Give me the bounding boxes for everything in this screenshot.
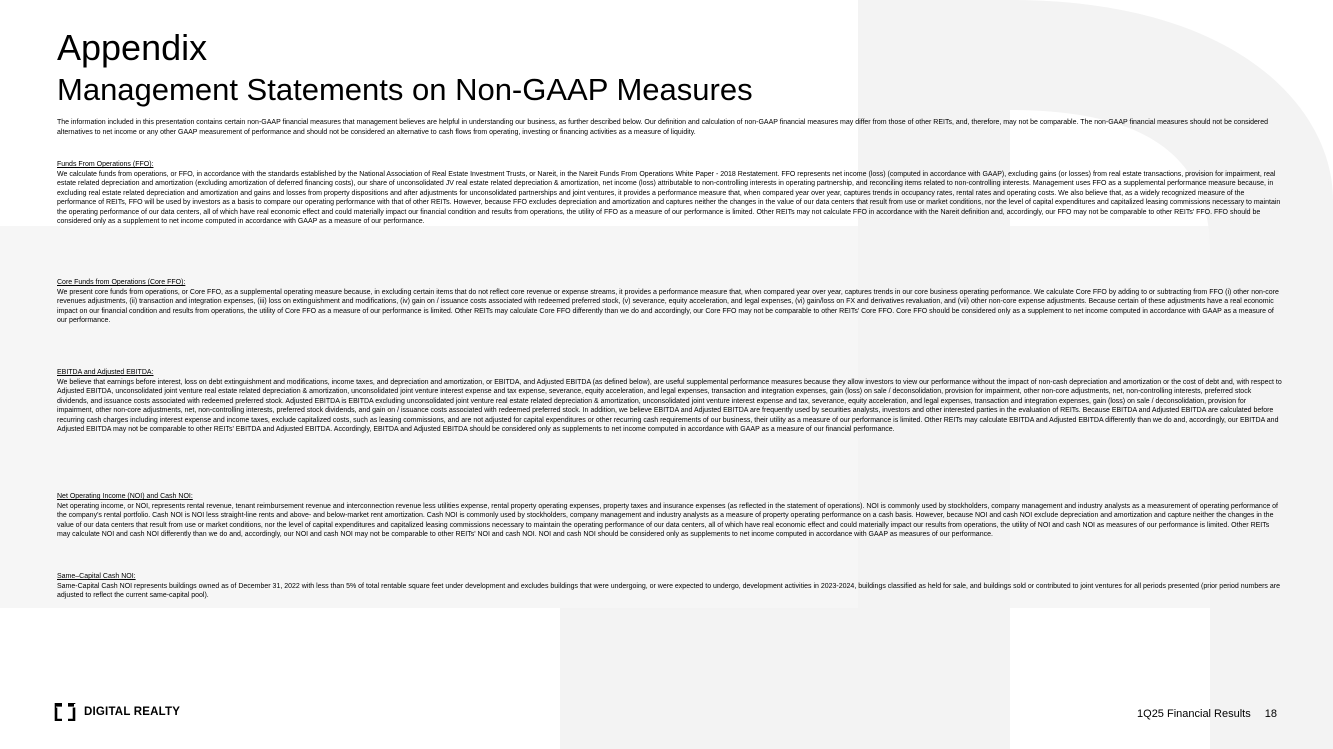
ffo-section — [57, 160, 1282, 227]
same-capital-section — [57, 572, 1282, 601]
section-heading — [57, 492, 1282, 502]
core-ffo-section — [57, 278, 1282, 326]
logo-wordmark: DIGITAL REALTY — [84, 706, 181, 718]
section-body: We believe that earnings before interest, loss on debt extinguishment and modifications, income taxes, and depreciation and amortization, or EBITDA, and Adjusted EBITDA (as defined below), are useful supplemental performance measures because they allow investors to view our performance without the impact of non-cash depreciation and amortization or the cost of debt and, with respect to Adjusted EBITDA, unconsolidated joint venture real estate related depreciation & amortization, unconsolidated joint venture interest expense and tax expense, severance, equity acceleration, and legal expenses, transaction and integration expenses, gain (loss) on sale / deconsolidation, provision for impairment, other non-core adjustments, net, non-controlling interests, preferred stock dividends, and issuance costs associated with redeemed preferred stock. Adjusted EBITDA is EBITDA excluding unconsolidated joint venture real estate related depreciation & amortization, unconsolidated joint venture interest expense and tax, severance, equity acceleration, and legal expenses, transaction and integration expenses, gain (loss) on sale / deconsolidation, provision for impairment, other non-core adjustments, net, non-controlling interests, preferred stock dividends, and gain on / issuance costs associated with redeemed preferred stock. In addition, we believe EBITDA and Adjusted EBITDA are frequently used by securities analysts, investors and other interested parties in the evaluation of REITs. Because EBITDA and Adjusted EBITDA are calculated before recurring cash charges including interest expense and income taxes, exclude capitalized costs, such as leasing commissions, and are not adjusted for capital expenditures or other recurring cash requirements of our business, their utility as a measure of our performance is limited. Other REITs may calculate EBITDA and Adjusted EBITDA differently than we do and, accordingly, our EBITDA and Adjusted EBITDA may not be comparable to other REITs' EBITDA and Adjusted EBITDA. Accordingly, EBITDA and Adjusted EBITDA should be considered only as supplements to net income computed in accordance with GAAP as a measure of our financial performance. — [57, 378, 1282, 433]
digital-realty-bracket-icon — [54, 703, 76, 721]
section-body: We calculate funds from operations, or FFO, in accordance with the standards established by the National Association of Real Estate Investment Trusts, or Nareit, in the Nareit Funds From Operations White Paper - 2018 Restatement. FFO represents net income (loss) (computed in accordance with GAAP), excluding gains (or losses) from real estate transactions, provision for impairment, real estate related depreciation and amortization (excluding amortization of deferred financing costs), our share of unconsolidated JV real estate related depreciation & amortization, net income (loss) attributable to non-controlling interests in operating partnership, and reconciling items related to non-controlling interests. Management uses FFO as a supplemental performance measure because, in excluding real estate related depreciation and amortization and gains and losses from property dispositions and after adjustments for unconsolidated partnerships and joint ventures, it provides a performance measure that, when compared year over year, captures trends in occupancy rates, rental rates and operating costs. We also believe that, as a widely recognized measure of the performance of REITs, FFO will be used by investors as a basis to compare our operating performance with that of other REITs. However, because FFO excludes depreciation and amortization and captures neither the changes in the value of our data centers that result from use or market conditions, nor the level of capital expenditures and capitalized leasing commissions necessary to maintain the operating performance of our data centers, all of which have real economic effect and could materially impact our financial condition and results from operations, the utility of FFO as a measure of our performance is limited. Other REITs may not calculate FFO in accordance with the Nareit definition and, accordingly, our FFO may not be comparable to other REITs' FFO. FFO should be considered only as a supplement to net income computed in accordance with GAAP as a measure of our performance. — [57, 170, 1281, 225]
footer-info — [1137, 708, 1277, 720]
page-subtitle: Management Statements on Non-GAAP Measures — [57, 72, 753, 107]
heading-text: Net Operating Income (NOI) and Cash NOI: — [57, 493, 193, 500]
section-heading — [57, 278, 1282, 288]
section-heading — [57, 368, 1282, 378]
heading-text: EBITDA and Adjusted EBITDA — [57, 369, 152, 376]
heading-text: Same–Capital Cash NOI: — [57, 573, 136, 580]
heading-suffix: : — [151, 369, 154, 376]
heading-text: Funds From Operations (FFO): — [57, 161, 154, 168]
section-body: Net operating income, or NOI, represents rental revenue, tenant reimbursement revenue and interconnection revenue less utilities expense, rental property operating expenses, property taxes and insurance expenses (as reflected in the statement of operations). NOI is commonly used by stockholders, company management and industry analysts as a measurement of operating performance of the company's rental portfolio. Cash NOI is NOI less straight-line rents and above- and below-market rent amortization. Cash NOI is commonly used by stockholders, company management and industry analysts as a measure of property operating performance on a cash basis. However, because NOI and cash NOI exclude depreciation and amortization and capture neither the changes in the value of our data centers that result from use or market conditions, nor the level of capital expenditures and capitalized leasing commissions necessary to maintain the operating performance of our data centers, all of which have real economic effect and could materially impact our results from operations, the utility of NOI and cash NOI as measures of our performance is limited. Other REITs may calculate NOI and cash NOI differently than we do and, accordingly, our NOI and cash NOI may not be comparable to other REITs' NOI and cash NOI. NOI and cash NOI should be considered only as supplements to net income computed in accordance with GAAP as measures of our performance. — [57, 502, 1278, 538]
heading-text: Core Funds from Operations (Core FFO): — [57, 279, 186, 286]
ebitda-section — [57, 368, 1282, 435]
company-logo — [54, 703, 180, 721]
report-label: 1Q25 Financial Results — [1137, 708, 1251, 720]
section-heading — [57, 572, 1282, 582]
section-body: Same-Capital Cash NOI represents buildings owned as of December 31, 2022 with less than 5% of total rentable square feet under development and excludes buildings that were undergoing, or were expected to undergo, development activities in 2023-2024, buildings classified as held for sale, and buildings sold or contributed to joint ventures for all periods presented (prior period numbers are adjusted to reflect the current same-capital pool). — [57, 582, 1280, 599]
section-heading — [57, 160, 1282, 170]
page-title: Appendix — [57, 27, 208, 68]
section-body: We present core funds from operations, or Core FFO, as a supplemental operating measure because, in excluding certain items that do not reflect core revenue or expense streams, it provides a performance measure that, when compared year over year, captures trends in our core business operating performance. We calculate Core FFO by adding to or subtracting from FFO (i) other non-core revenues adjustments, (ii) transaction and integration expenses, (iii) loss on extinguishment and modifications, (iv) gain on / issuance costs associated with redeemed preferred stock, (v) severance, equity acceleration, and legal expenses, (vi) gain/loss on FX and derivatives revaluation, and (vii) other non-core expense adjustments. Because certain of these adjustments have a real economic impact on our financial condition and results from operations, the utility of Core FFO as a measure of our performance is limited. Other REITs may calculate Core FFO differently than we do and accordingly, our Core FFO may not be comparable to other REITs' Core FFO. Core FFO should be considered only as a supplement to net income computed in accordance with GAAP as a measure of our performance. — [57, 288, 1279, 324]
noi-section — [57, 492, 1282, 540]
intro-paragraph: The information included in this presentation contains certain non-GAAP financial measures that management believes are helpful in understanding our business, as further described below. Our definition and calculation of non-GAAP financial measures may differ from those of other REITs, and, therefore, may not be comparable. The non-GAAP financial measures should not be considered alternatives to net income or any other GAAP measurement of performance and should not be considered an alternative to cash flows from operating, investing or financing activities as a measure of liquidity. — [57, 119, 1269, 136]
page-number: 18 — [1264, 708, 1277, 720]
